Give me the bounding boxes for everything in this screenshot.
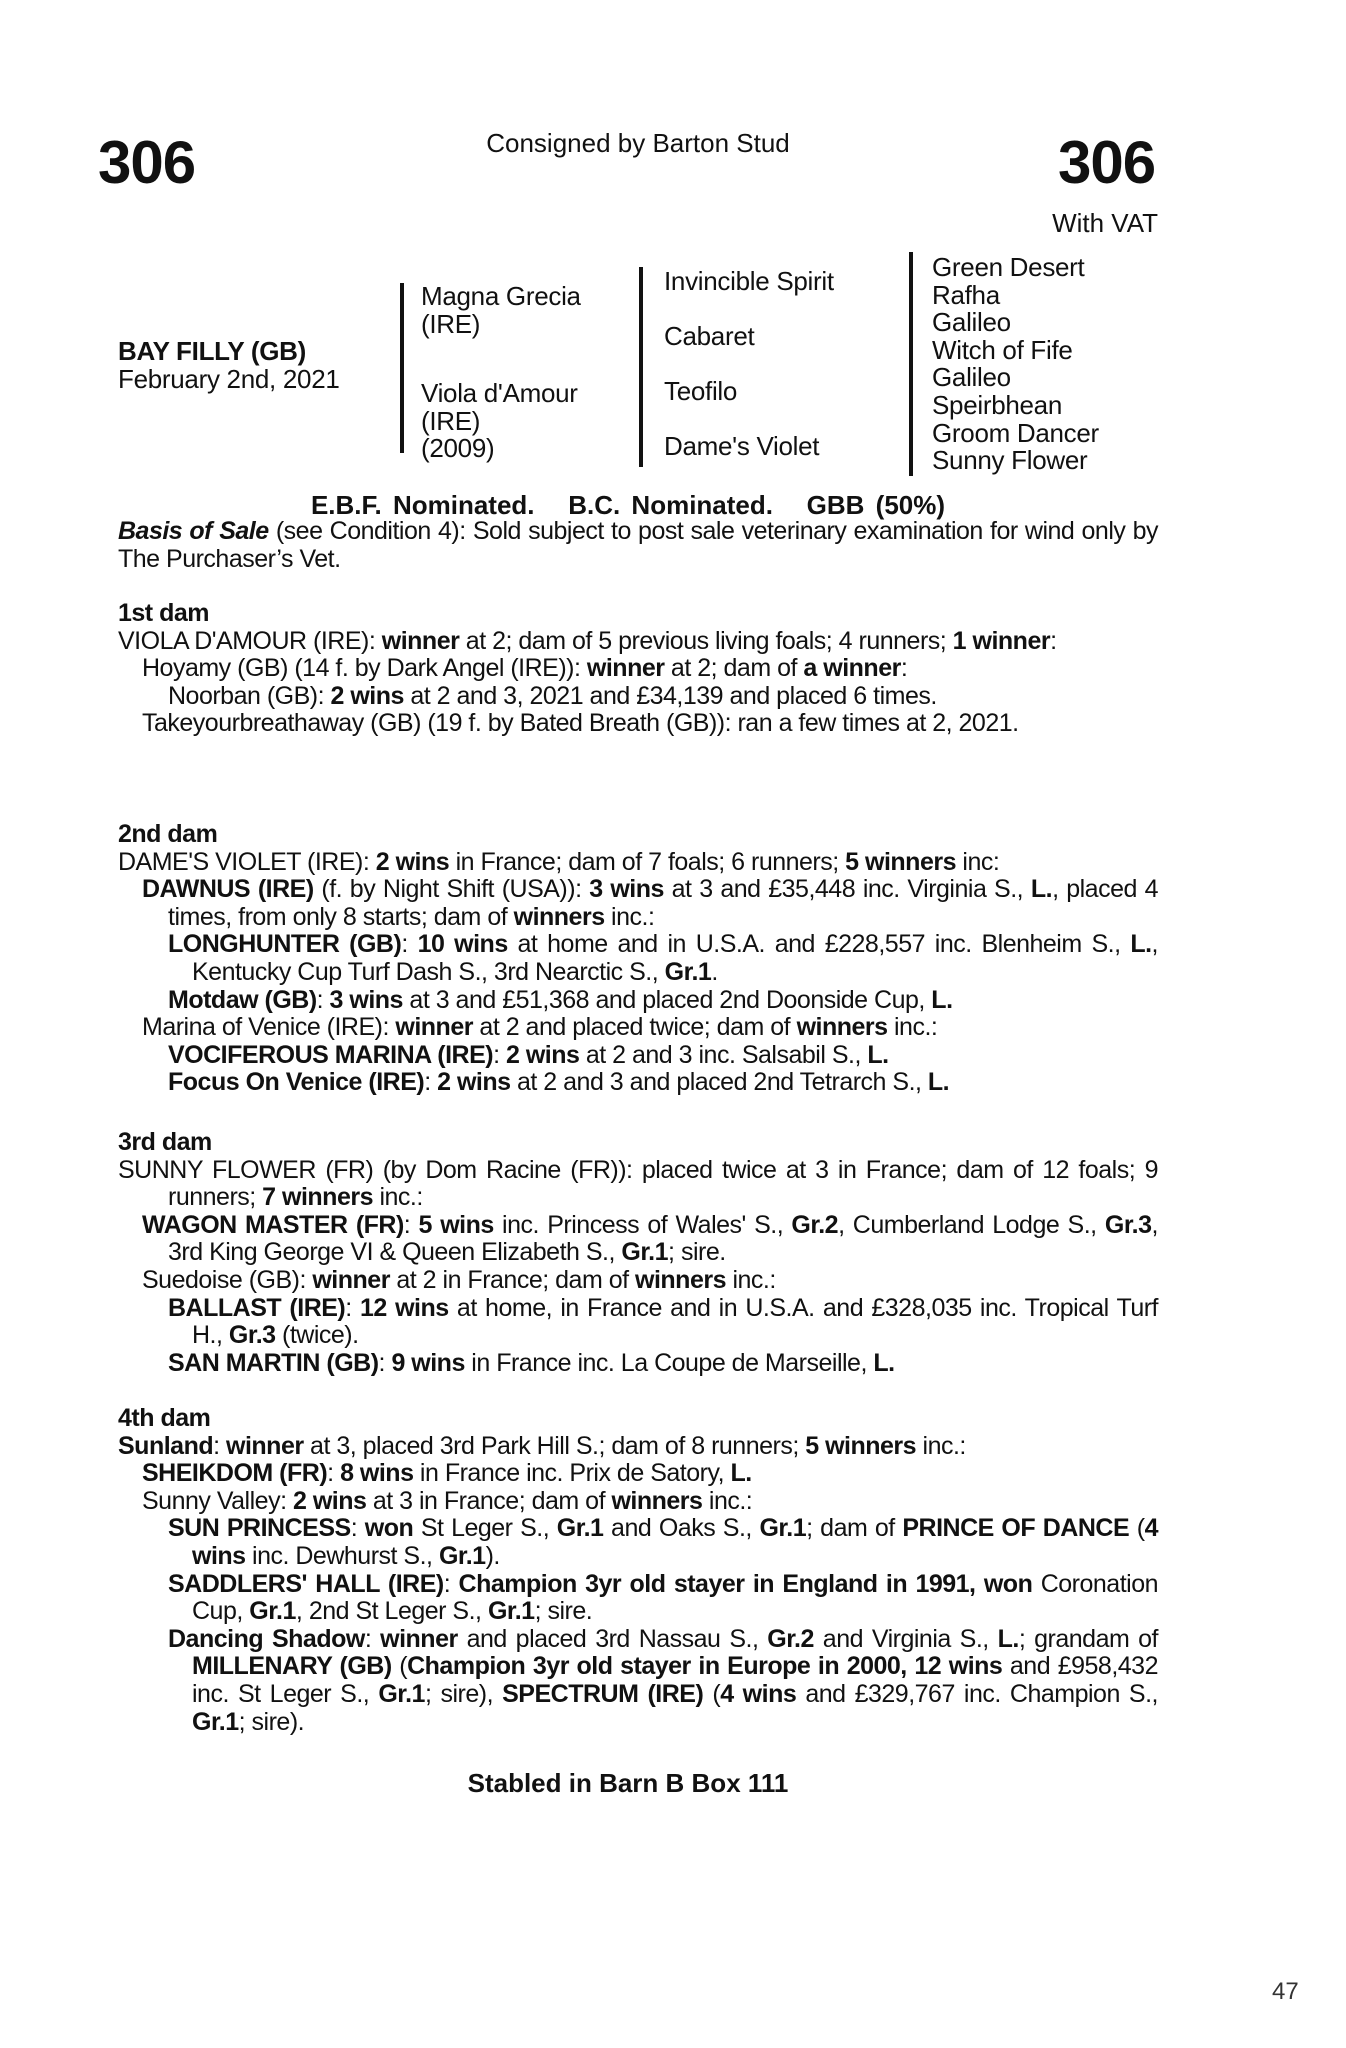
- pedigree-entry: [118, 1014, 1158, 1042]
- bold-text: 2 wins: [505, 1040, 580, 1069]
- entry-text: :: [900, 654, 908, 683]
- bold-text: SPECTRUM (IRE): [502, 1679, 704, 1708]
- pedigree-grandparent: Invincible Spirit: [664, 266, 834, 296]
- entry-text: , 3rd King George VI & Queen Elizabeth S.,: [168, 1210, 1158, 1267]
- bold-text: 2 wins: [292, 1486, 367, 1515]
- entry-text: at home, in France and in U.S.A. and £328,035 inc. Tropical Turf H.,: [192, 1293, 1158, 1350]
- foaling-date: February 2nd, 2021: [118, 363, 340, 394]
- entry-text: ; sire.: [534, 1597, 593, 1626]
- bold-text: 1 winner: [952, 626, 1051, 655]
- bold-text: Gr.1: [249, 1597, 296, 1626]
- bold-text: winner: [380, 1624, 458, 1653]
- pedigree-entry: [118, 1157, 1158, 1212]
- entry-text: , 2nd St Leger S.,: [295, 1597, 488, 1626]
- bold-text: L.: [867, 1040, 889, 1069]
- bold-text: L.: [931, 985, 953, 1014]
- entry-text: inc.:: [604, 902, 655, 931]
- entry-text: , Kentucky Cup Turf Dash S., 3rd Nearctic S.,: [192, 930, 1158, 986]
- horse-info: [118, 338, 340, 393]
- entry-text: :: [443, 1569, 459, 1598]
- entry-text: in France; dam of 7 foals; 6 runners;: [449, 847, 846, 876]
- entry-text: (: [1129, 1514, 1145, 1543]
- bold-text: Champion 3yr old stayer in Europe in 2000, 12 wins: [407, 1652, 1003, 1681]
- bold-text: 2 wins: [375, 847, 450, 876]
- entry-text: at 2 and 3 and placed 2nd Tetrarch S.,: [510, 1068, 928, 1097]
- bold-text: Gr.1: [664, 957, 712, 986]
- bold-text: Gr.3: [1104, 1210, 1152, 1239]
- bold-text: 8 wins: [340, 1459, 414, 1488]
- entry-text: Noorban (GB):: [168, 681, 331, 710]
- section-heading: 4th dam: [118, 1404, 211, 1432]
- pedigree-grandparent: Teofilo: [664, 376, 738, 406]
- pedigree-ancestor: Speirbhean: [932, 389, 1062, 420]
- entry-text: inc.:: [916, 1431, 966, 1460]
- bold-text: 5 wins: [418, 1210, 494, 1239]
- entry-text: , Cumberland Lodge S.,: [838, 1210, 1105, 1239]
- section-2nd-dam: [118, 821, 1158, 1097]
- pedigree-entry: [118, 1069, 1158, 1097]
- entry-text: in France inc. Prix de Satory,: [413, 1459, 731, 1488]
- bold-text: SAN MARTIN (GB): [168, 1348, 379, 1377]
- section-1st-dam: [118, 600, 1158, 738]
- entry-text: at 3 in France; dam of: [366, 1486, 612, 1515]
- bold-text: winners: [635, 1265, 726, 1294]
- bold-text: Gr.1: [378, 1679, 425, 1708]
- entry-text: at 2 and 3 inc. Salsabil S.,: [579, 1040, 868, 1069]
- entry-text: :: [345, 1293, 360, 1322]
- bold-text: winners: [611, 1486, 703, 1515]
- entry-text: :: [403, 1210, 419, 1239]
- pedigree-ancestor: Rafha: [932, 279, 1000, 310]
- pedigree-entry: [118, 876, 1158, 931]
- bold-text: Champion 3yr old stayer in England in 1991, won: [458, 1569, 1033, 1598]
- pedigree-great-grandparents: [932, 254, 1099, 475]
- pedigree-entry: [118, 1267, 1158, 1295]
- entry-text: at 2; dam of: [664, 654, 804, 683]
- bold-text: 4 wins: [720, 1679, 797, 1708]
- bold-text: 7 winners: [262, 1183, 373, 1212]
- section-heading: 2nd dam: [118, 820, 218, 848]
- consignor: Consigned by Barton Stud: [486, 128, 790, 158]
- entry-text: at home and in U.S.A. and £228,557 inc. Blenheim S.,: [507, 930, 1131, 959]
- pedigree-entry: [118, 710, 1158, 738]
- bold-text: winners: [513, 902, 605, 931]
- horse-name: BAY FILLY (GB): [118, 336, 306, 366]
- pedigree-ancestor: Green Desert: [932, 252, 1085, 282]
- bold-text: Motdaw (GB): [168, 985, 317, 1014]
- dam-country: (IRE): [421, 405, 481, 436]
- entry-text: .: [711, 957, 718, 986]
- pedigree-entry: [118, 1212, 1158, 1267]
- pedigree-ancestor: Galileo: [932, 307, 1011, 338]
- entry-text: inc.:: [373, 1183, 423, 1212]
- entry-text: :: [424, 1068, 438, 1097]
- bold-text: VOCIFEROUS MARINA (IRE): [168, 1040, 494, 1069]
- bold-text: Gr.3: [228, 1321, 276, 1350]
- entry-text: and Virginia S.,: [813, 1624, 998, 1653]
- entry-text: and placed 3rd Nassau S.,: [457, 1624, 768, 1653]
- bold-text: 9 wins: [391, 1348, 465, 1377]
- entry-text: inc.:: [726, 1265, 776, 1294]
- entry-text: , placed 4 times, from only 8 starts; dam of: [168, 875, 1158, 931]
- entry-text: St Leger S.,: [413, 1514, 557, 1543]
- bold-text: 3 wins: [589, 875, 664, 904]
- basis-of-sale: [118, 518, 1158, 573]
- bold-text: SHEIKDOM (FR): [142, 1459, 328, 1488]
- entry-text: at 2 in France; dam of: [389, 1265, 636, 1294]
- bold-text: PRINCE OF DANCE: [902, 1514, 1130, 1543]
- pedigree-divider: [400, 283, 404, 453]
- pedigree-ancestor: Galileo: [932, 362, 1011, 393]
- entry-text: :: [493, 1040, 506, 1069]
- bold-text: DAWNUS (IRE): [142, 875, 314, 904]
- bold-text: winner: [226, 1431, 304, 1460]
- dam-year: (2009): [421, 433, 495, 464]
- bold-text: winner: [381, 626, 460, 655]
- pedigree-entry: [118, 1571, 1158, 1626]
- bold-text: L.: [927, 1068, 950, 1097]
- bold-text: Gr.1: [438, 1541, 486, 1570]
- bold-text: L.: [1130, 930, 1152, 959]
- bold-text: L.: [730, 1459, 752, 1488]
- pedigree-divider: [909, 252, 913, 476]
- entry-text: (: [391, 1652, 408, 1681]
- entry-text: at 2 and placed twice; dam of: [472, 1013, 797, 1042]
- entry-text: inc. Princess of Wales' S.,: [493, 1210, 792, 1239]
- pedigree-entry: [118, 849, 1158, 877]
- pedigree-entry: [118, 1042, 1158, 1070]
- bold-text: 2 wins: [330, 681, 404, 710]
- pedigree-entry: [118, 1350, 1158, 1378]
- bold-text: winner: [586, 654, 665, 683]
- dam-name: Viola d'Amour: [421, 378, 578, 408]
- pedigree-grandparent: Cabaret: [664, 321, 755, 351]
- pedigree-entry: [118, 1433, 1158, 1461]
- pedigree-ancestor: Witch of Fife: [932, 334, 1073, 365]
- bold-text: L.: [873, 1348, 895, 1377]
- pedigree-sire: [421, 283, 581, 338]
- bold-text: 5 winners: [805, 1431, 917, 1460]
- entry-text: :: [350, 1514, 365, 1543]
- entry-text: Sunny Valley:: [142, 1486, 293, 1515]
- pedigree-entry: [118, 1488, 1158, 1516]
- bold-text: BALLAST (IRE): [168, 1293, 346, 1322]
- entry-text: Takeyourbreathaway (GB) (19 f. by Bated Breath (GB)): ran a few times at 2, 2021.: [142, 709, 1019, 738]
- pedigree-grandparent: Dame's Violet: [664, 431, 820, 461]
- bold-text: Gr.1: [487, 1597, 535, 1626]
- pedigree-ancestor: Groom Dancer: [932, 417, 1099, 448]
- page-number: 47: [1272, 1978, 1299, 2005]
- bold-text: Gr.1: [621, 1238, 669, 1267]
- entry-text: inc:: [955, 847, 1000, 876]
- bold-text: Gr.1: [556, 1514, 604, 1543]
- entry-text: at 3 and £35,448 inc. Virginia S.,: [663, 875, 1031, 904]
- pedigree-entry: [118, 683, 1158, 711]
- entry-text: :: [378, 1348, 392, 1377]
- entry-text: :: [213, 1431, 227, 1460]
- vat-note: With VAT: [1052, 208, 1158, 238]
- bold-text: Gr.2: [791, 1210, 839, 1239]
- entry-text: (twice).: [275, 1321, 359, 1350]
- bold-text: L.: [1030, 875, 1053, 904]
- lot-number-left: 306: [98, 129, 196, 196]
- pedigree-entry: [118, 1515, 1158, 1570]
- bold-text: winner: [395, 1013, 473, 1042]
- entry-text: Coronation Cup,: [192, 1569, 1159, 1626]
- bold-text: 10 wins: [417, 930, 508, 959]
- entry-text: :: [327, 1459, 341, 1488]
- bold-text: WAGON MASTER (FR): [142, 1210, 404, 1239]
- lot-number-right: 306: [1058, 129, 1156, 196]
- bold-text: 5 winners: [845, 847, 956, 876]
- pedigree-divider: [639, 267, 643, 467]
- entry-text: inc. Dewhurst S.,: [245, 1541, 439, 1570]
- entry-text: ; sire.: [668, 1238, 726, 1267]
- bold-text: 12 wins: [360, 1293, 449, 1322]
- section-heading: 1st dam: [118, 599, 209, 627]
- basis-of-sale-label: Basis of Sale: [118, 517, 269, 545]
- bold-text: 3 wins: [329, 985, 403, 1014]
- entry-text: in France inc. La Coupe de Marseille,: [464, 1348, 874, 1377]
- entry-text: :: [1050, 626, 1057, 655]
- entry-text: at 2 and 3, 2021 and £34,139 and placed 6 times.: [403, 681, 937, 710]
- nominations: E.B.F. Nominated. B.C. Nominated. GBB (50%): [310, 490, 946, 520]
- entry-text: (: [703, 1679, 721, 1708]
- entry-text: ; dam of: [806, 1514, 903, 1543]
- bold-text: Sunland: [118, 1431, 214, 1460]
- bold-text: a winner: [803, 654, 901, 683]
- entry-text: :: [401, 930, 418, 959]
- entry-text: ; grandam of: [1018, 1624, 1159, 1653]
- entry-text: VIOLA D'AMOUR (IRE):: [118, 626, 382, 655]
- bold-text: L.: [997, 1624, 1019, 1653]
- entry-text: inc.:: [887, 1013, 938, 1042]
- bold-text: Gr.1: [759, 1514, 807, 1543]
- bold-text: Dancing Shadow: [168, 1624, 365, 1653]
- bold-text: 2 wins: [437, 1068, 511, 1097]
- entry-text: Suedoise (GB):: [142, 1265, 313, 1294]
- bold-text: LONGHUNTER (GB): [168, 930, 402, 959]
- stabling-location: Stabled in Barn B Box 111: [467, 1768, 789, 1798]
- entry-text: :: [364, 1624, 381, 1653]
- section-4th-dam: [118, 1405, 1158, 1736]
- pedigree-entry: [118, 1460, 1158, 1488]
- entry-text: (f. by Night Shift (USA)):: [313, 875, 590, 904]
- bold-text: MILLENARY (GB): [192, 1652, 392, 1681]
- bold-text: winners: [796, 1013, 888, 1042]
- bold-text: Gr.2: [767, 1624, 814, 1653]
- pedigree-entry: [118, 655, 1158, 683]
- entry-text: and £329,767 inc. Champion S.,: [796, 1679, 1158, 1708]
- entry-text: at 2; dam of 5 previous living foals; 4 runners;: [459, 626, 953, 655]
- bold-text: 4 wins: [192, 1514, 1158, 1570]
- entry-text: SUNNY FLOWER (FR) (by Dom Racine (FR)): placed twice at 3 in France; dam of 12 foals; 9 runners;: [118, 1155, 1158, 1212]
- pedigree-ancestor: Sunny Flower: [932, 445, 1088, 476]
- entry-text: Marina of Venice (IRE):: [142, 1013, 396, 1042]
- bold-text: winner: [312, 1265, 390, 1294]
- entry-text: Hoyamy (GB) (14 f. by Dark Angel (IRE)):: [142, 654, 587, 683]
- pedigree-entry: [118, 628, 1158, 656]
- sire-name: Magna Grecia: [421, 281, 581, 311]
- pedigree-entry: [118, 987, 1158, 1015]
- entry-text: :: [316, 985, 330, 1014]
- entry-text: inc.:: [702, 1486, 753, 1515]
- bold-text: Gr.1: [192, 1707, 239, 1736]
- bold-text: won: [364, 1514, 414, 1543]
- bold-text: SADDLERS' HALL (IRE): [168, 1569, 444, 1598]
- entry-text: and £958,432 inc. St Leger S.,: [192, 1652, 1158, 1708]
- pedigree-entry: [118, 1295, 1158, 1350]
- entry-text: DAME'S VIOLET (IRE):: [118, 847, 376, 876]
- pedigree-entry: [118, 931, 1158, 986]
- pedigree-entry: [118, 1626, 1158, 1736]
- pedigree-dam: [421, 380, 578, 463]
- entry-text: and Oaks S.,: [603, 1514, 760, 1543]
- entry-text: at 3, placed 3rd Park Hill S.; dam of 8 runners;: [303, 1431, 806, 1460]
- section-heading: 3rd dam: [118, 1128, 212, 1156]
- section-3rd-dam: [118, 1129, 1158, 1377]
- sire-country: (IRE): [421, 308, 481, 339]
- entry-text: ).: [485, 1541, 500, 1570]
- bold-text: SUN PRINCESS: [168, 1514, 351, 1543]
- entry-text: at 3 and £51,368 and placed 2nd Doonside Cup,: [402, 985, 932, 1014]
- bold-text: Focus On Venice (IRE): [168, 1068, 425, 1097]
- basis-of-sale-text: (see Condition 4): Sold subject to post sale veterinary examination for wind only by The Purchaser’s Vet.: [118, 517, 1158, 573]
- entry-text: ; sire),: [424, 1679, 503, 1708]
- entry-text: ; sire).: [238, 1707, 305, 1736]
